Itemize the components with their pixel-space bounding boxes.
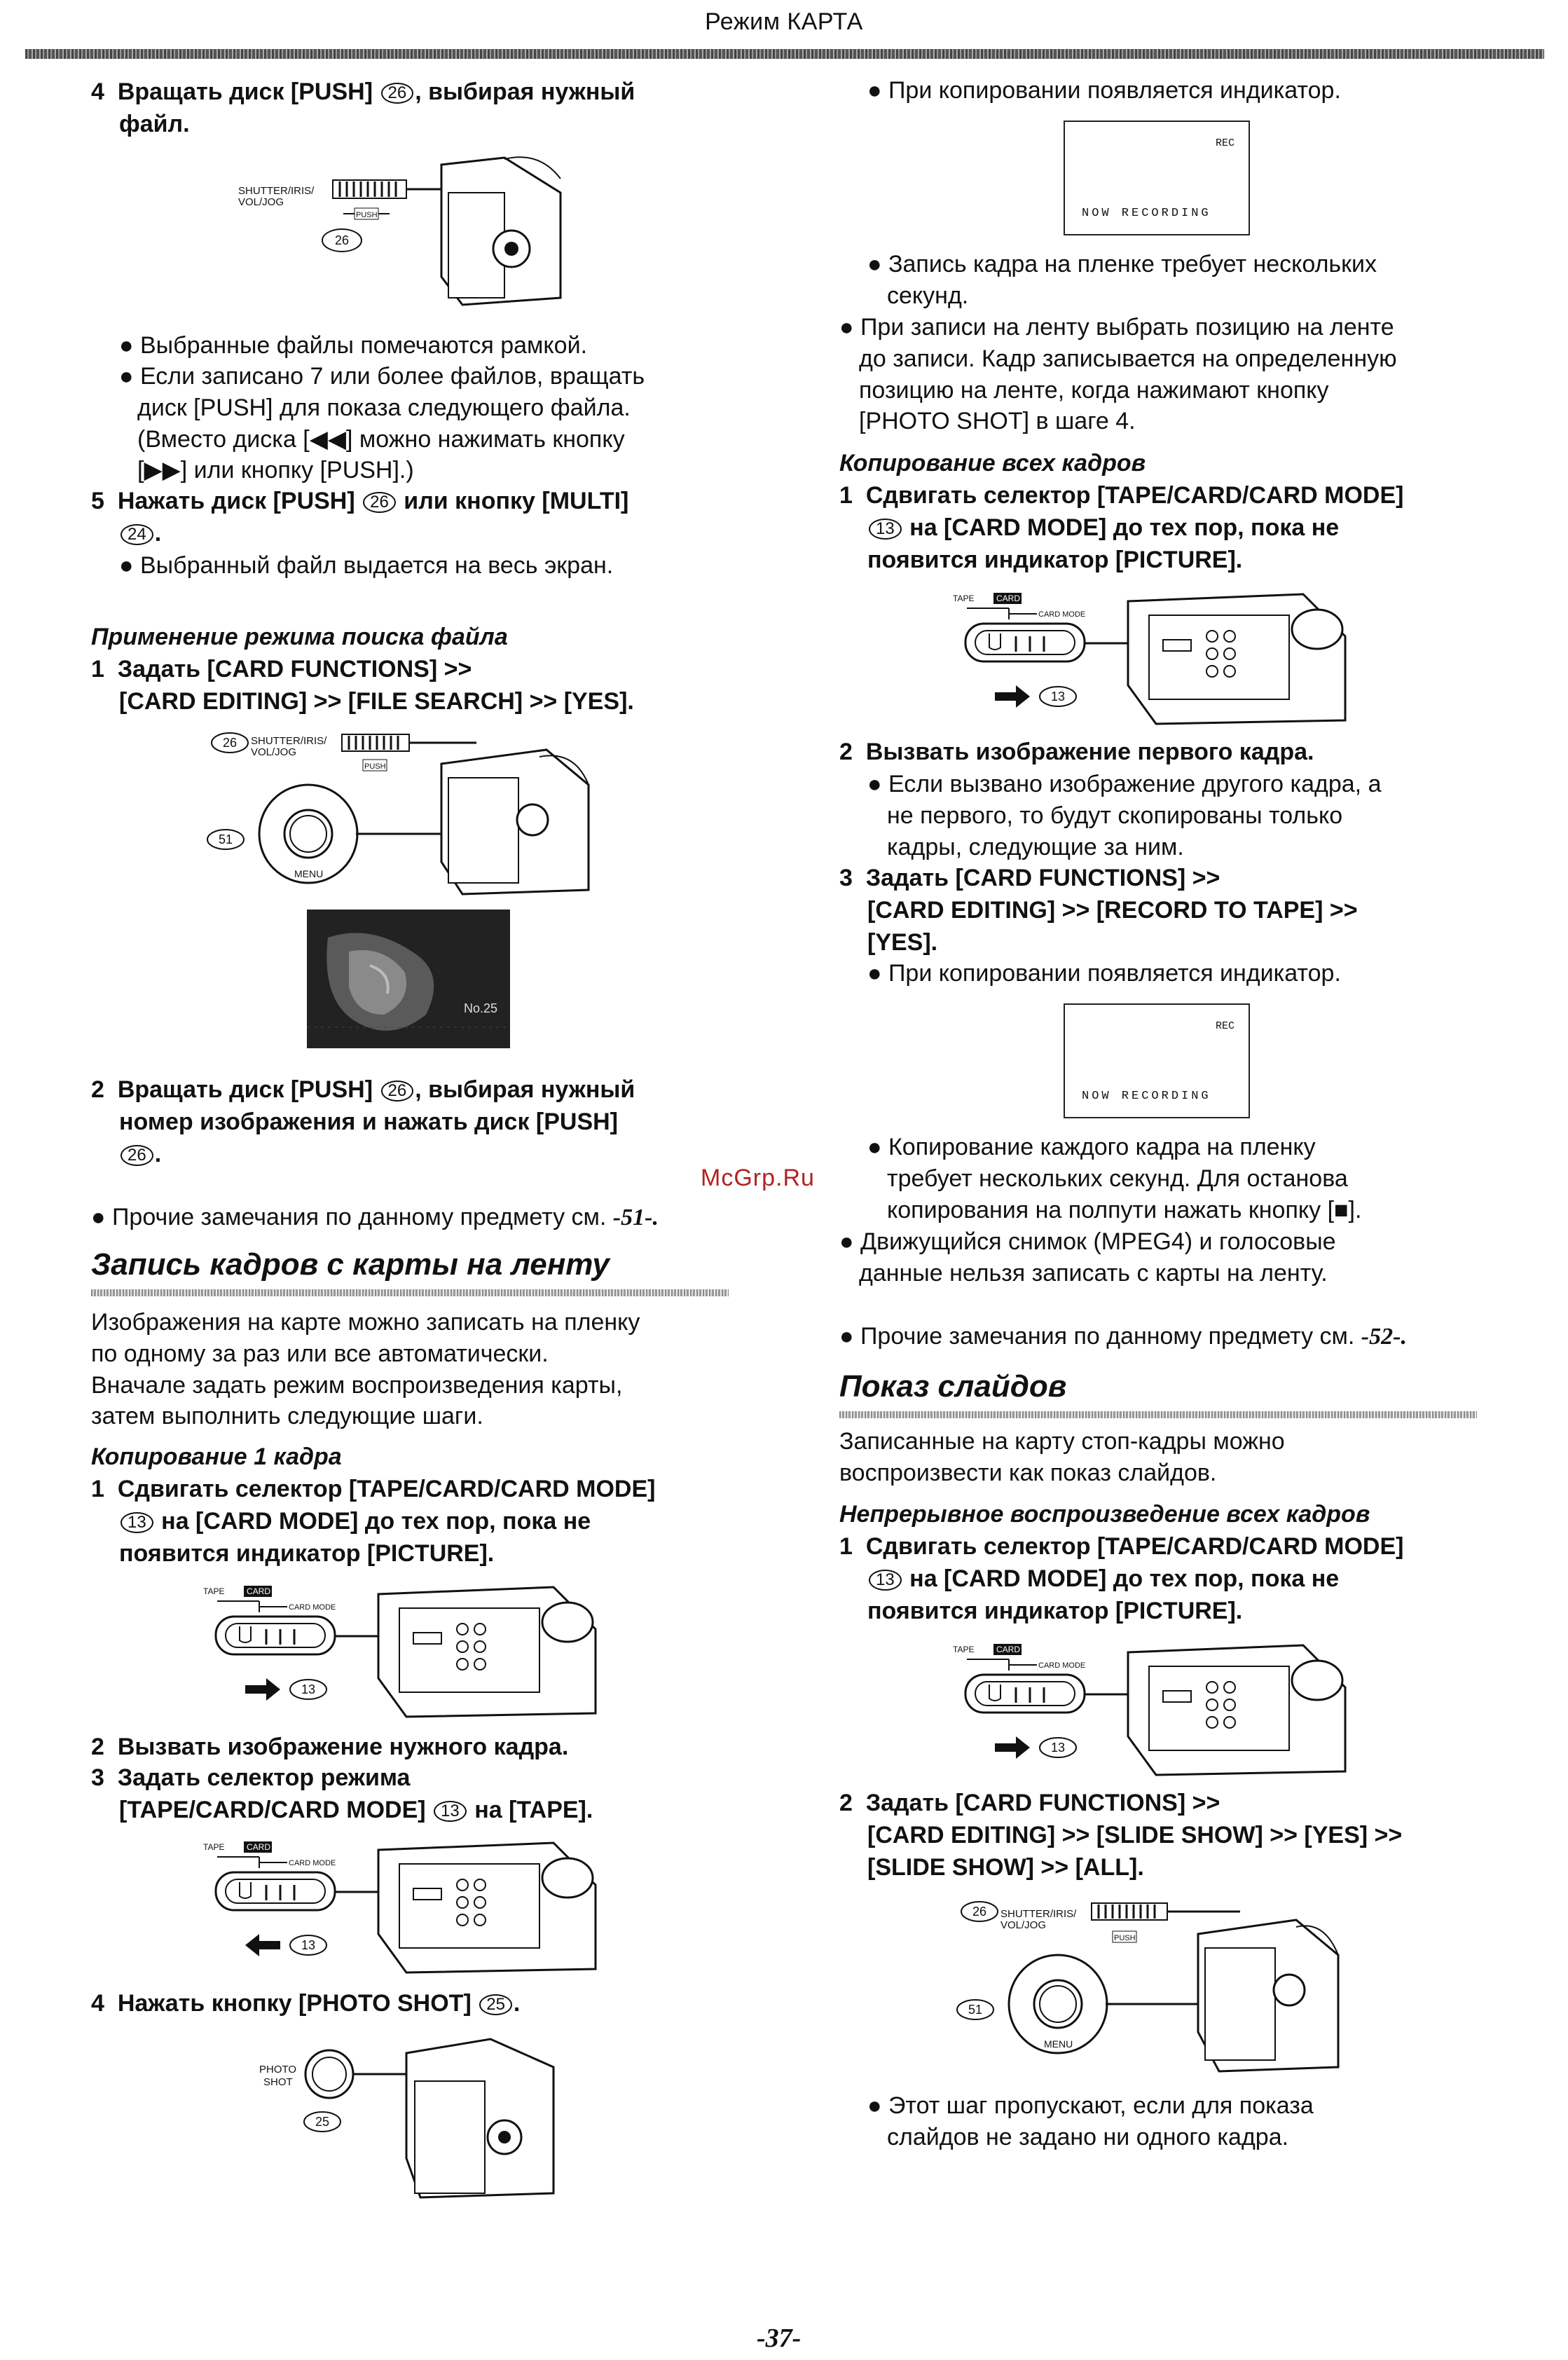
mode-selector-tape-illustration: [196, 1836, 617, 1976]
tape-label: TAPE: [953, 594, 975, 603]
search-step-1: 1 Задать [CARD FUNCTIONS] >>: [91, 656, 472, 682]
card-mode-label: CARD MODE: [1038, 610, 1086, 619]
step-number: 4: [91, 78, 104, 105]
callout-13: 13: [869, 1570, 902, 1591]
push-label: PUSH: [364, 762, 386, 771]
paragraph-line: воспроизвести как показ слайдов.: [839, 1460, 1217, 1486]
step-4-heading: [91, 76, 635, 108]
bullet-text: до записи. Кадр записывается на определенную: [859, 345, 1397, 372]
card-mode-label: CARD MODE: [289, 1603, 336, 1612]
bullet-text: позицию на ленте, когда нажимают кнопку: [859, 377, 1329, 404]
callout-26: 26: [381, 1080, 414, 1102]
note-reference: ● Прочие замечания по данному предмету см. -52-.: [839, 1323, 1407, 1350]
shutter-label: VOL/JOG: [251, 746, 297, 758]
bullet-text: не первого, то будут скопированы только: [887, 802, 1343, 829]
subsection-heading: Копирование 1 кадра: [91, 1443, 342, 1470]
step-text: [CARD EDITING] >> [SLIDE SHOW] >> [YES] >>: [867, 1822, 1403, 1848]
card-label: CARD: [996, 1645, 1021, 1654]
shutter-label: SHUTTER/IRIS/: [1000, 1908, 1077, 1920]
menu-label: MENU: [1044, 2038, 1073, 2050]
step-5-callout: 24 .: [119, 517, 161, 549]
callout-13: 13: [434, 1801, 467, 1822]
callout-13: 13: [121, 1512, 153, 1533]
photo-shot-button-illustration: [259, 2032, 582, 2200]
push-label: PUSH: [356, 211, 378, 219]
mode-selector-illustration: [946, 1638, 1366, 1778]
callout-13: 13: [869, 519, 902, 540]
paragraph-line: Изображения на карте можно записать на пленку: [91, 1309, 640, 1336]
callout-26: 26: [972, 1905, 987, 1919]
jog-dial-illustration: [231, 151, 582, 312]
card-mode-label: CARD MODE: [1038, 1661, 1086, 1670]
bullet-text: копирования на полпути нажать кнопку [■].: [887, 1197, 1362, 1223]
copyall-step-2: 2 Вызвать изображение первого кадра.: [839, 739, 1314, 765]
shutter-label: SHUTTER/IRIS/: [238, 185, 315, 197]
callout-51: 51: [968, 2003, 983, 2017]
section-divider: [91, 1289, 729, 1296]
step-text: [TAPE/CARD/CARD MODE] 13 на [TAPE].: [119, 1797, 593, 1823]
note-reference: ● Прочие замечания по данному предмету см. -51-.: [91, 1204, 659, 1230]
now-recording-label: NOW RECORDING: [1082, 207, 1211, 220]
bullet-item: ● Копирование каждого кадра на пленку: [867, 1134, 1316, 1160]
now-recording-indicator: [1064, 121, 1250, 235]
header-divider: [25, 49, 1544, 59]
callout-24: 24: [121, 524, 153, 545]
callout-26: 26: [223, 736, 238, 750]
shutter-label: VOL/JOG: [1000, 1919, 1047, 1931]
callout-26: 26: [335, 233, 350, 247]
slideshow-step-1: 1 Сдвигать селектор [TAPE/CARD/CARD MODE]: [839, 1533, 1404, 1560]
watermark: McGrp.Ru: [701, 1165, 815, 1191]
step-text: [CARD EDITING] >> [RECORD TO TAPE] >>: [867, 897, 1358, 924]
section-divider: [839, 1411, 1477, 1418]
callout-51: 51: [219, 832, 233, 846]
slideshow-step-2: 2 Задать [CARD FUNCTIONS] >>: [839, 1790, 1220, 1816]
bullet-item: ● Этот шаг пропускают, если для показа: [867, 2092, 1314, 2119]
callout-26: 26: [121, 1145, 153, 1166]
photo-label: PHOTO: [259, 2064, 297, 2076]
image-number-label: No.25: [463, 1001, 497, 1015]
bullet-item: ● Выбранный файл выдается на весь экран.: [119, 552, 614, 579]
search-step-2: 2 Вращать диск [PUSH] 26 , выбирая нужный: [91, 1076, 635, 1103]
bullet-item: ● При копировании появляется индикатор.: [867, 77, 1341, 104]
copyall-step-3: 3 Задать [CARD FUNCTIONS] >>: [839, 865, 1220, 891]
bullet-item: ● При копировании появляется индикатор.: [867, 960, 1341, 987]
step-text: появится индикатор [PICTURE].: [867, 547, 1243, 573]
step-text: [CARD EDITING] >> [FILE SEARCH] >> [YES].: [119, 688, 634, 715]
step-text: 13 на [CARD MODE] до тех пор, пока не: [867, 1563, 1339, 1595]
callout-25: 25: [315, 2115, 330, 2129]
callout-13: 13: [1051, 690, 1066, 704]
step-callout: 26 .: [119, 1138, 161, 1170]
tape-label: TAPE: [203, 1842, 225, 1852]
shutter-label: VOL/JOG: [238, 196, 284, 208]
bullet-text: секунд.: [887, 282, 969, 309]
bullet-item: ● При записи на ленту выбрать позицию на ленте: [839, 314, 1394, 341]
rec-label: REC: [1215, 1020, 1235, 1032]
bullet-text: кадры, следующие за ним.: [887, 834, 1184, 860]
card-label: CARD: [247, 1586, 271, 1596]
menu-dial-illustration: [196, 729, 603, 897]
bullet-item: ● Выбранные файлы помечаются рамкой.: [119, 332, 588, 359]
step-text: появится индикатор [PICTURE].: [119, 1540, 495, 1567]
mode-selector-illustration: [196, 1580, 617, 1720]
copy1-step-2: 2 Вызвать изображение нужного кадра.: [91, 1734, 569, 1760]
callout-25: 25: [479, 1994, 512, 2015]
bullet-text: [▶▶] или кнопку [PUSH].): [137, 457, 414, 483]
copyall-step-1: 1 Сдвигать селектор [TAPE/CARD/CARD MODE]: [839, 482, 1404, 509]
rec-label: REC: [1215, 137, 1235, 149]
page-number: -37-: [757, 2324, 802, 2353]
bullet-item: ● Запись кадра на пленке требует нескольких: [867, 251, 1377, 277]
menu-label: MENU: [294, 868, 324, 879]
bullet-text: требует нескольких секунд. Для останова: [887, 1165, 1348, 1192]
subsection-heading: Применение режима поиска файла: [91, 624, 508, 650]
section-title: Запись кадров с карты на ленту: [91, 1247, 610, 1282]
bullet-text: диск [PUSH] для показа следующего файла.: [137, 395, 631, 421]
section-title: Показ слайдов: [839, 1369, 1067, 1404]
push-label: PUSH: [1114, 1934, 1136, 1942]
copy1-step-3: 3 Задать селектор режима: [91, 1764, 411, 1791]
now-recording-indicator: [1064, 1003, 1250, 1118]
step-text: файл.: [119, 111, 190, 137]
callout-26: 26: [381, 83, 414, 104]
callout-26: 26: [363, 492, 396, 513]
callout-13: 13: [1051, 1741, 1066, 1755]
now-recording-label: NOW RECORDING: [1082, 1090, 1211, 1103]
subsection-heading: Копирование всех кадров: [839, 450, 1146, 476]
paragraph-line: Вначале задать режим воспроизведения карты,: [91, 1372, 623, 1399]
step-text: 13 на [CARD MODE] до тех пор, пока не: [867, 512, 1339, 544]
copy1-step-4: 4 Нажать кнопку [PHOTO SHOT] 25 .: [91, 1990, 521, 2017]
bullet-text: слайдов не задано ни одного кадра.: [887, 2124, 1289, 2150]
bullet-text: данные нельзя записать с карты на ленту.: [859, 1260, 1328, 1287]
step-text: [YES].: [867, 929, 938, 956]
copy1-step-1: 1 Сдвигать селектор [TAPE/CARD/CARD MODE]: [91, 1476, 656, 1502]
step-text: [SLIDE SHOW] >> [ALL].: [867, 1854, 1144, 1881]
photo-label: SHOT: [263, 2076, 293, 2088]
paragraph-line: по одному за раз или все автоматически.: [91, 1340, 549, 1367]
tape-label: TAPE: [203, 1586, 225, 1596]
bullet-text: [PHOTO SHOT] в шаге 4.: [859, 408, 1136, 434]
callout-13: 13: [301, 1682, 316, 1696]
card-label: CARD: [247, 1842, 271, 1852]
step-text: появится индикатор [PICTURE].: [867, 1598, 1243, 1624]
tape-label: TAPE: [953, 1645, 975, 1654]
menu-dial-illustration: [946, 1892, 1352, 2074]
card-mode-label: CARD MODE: [289, 1859, 336, 1867]
bullet-item: ● Если вызвано изображение другого кадра, а: [867, 771, 1382, 797]
shutter-label: SHUTTER/IRIS/: [251, 735, 327, 747]
step-text: , выбирая нужный: [415, 78, 635, 105]
mode-selector-illustration: [946, 587, 1366, 727]
step-text: 13 на [CARD MODE] до тех пор, пока не: [119, 1505, 591, 1537]
paragraph-line: затем выполнить следующие шаги.: [91, 1403, 483, 1429]
bullet-item: ● Движущийся снимок (MPEG4) и голосовые: [839, 1228, 1336, 1255]
paragraph-line: Записанные на карту стоп-кадры можно: [839, 1428, 1285, 1455]
step-text: номер изображения и нажать диск [PUSH]: [119, 1109, 619, 1135]
bullet-text: (Вместо диска [◀◀] можно нажимать кнопку: [137, 426, 625, 453]
callout-13: 13: [301, 1938, 316, 1952]
step-5-heading: 5 Нажать диск [PUSH] 26 или кнопку [MULTI]: [91, 488, 629, 514]
step-text: Вращать диск [PUSH]: [117, 78, 373, 105]
page-header-title: Режим КАРТА: [705, 8, 863, 35]
card-label: CARD: [996, 594, 1021, 603]
bullet-item: ● Если записано 7 или более файлов, вращать: [119, 363, 645, 390]
file-search-screen-image: [307, 910, 510, 1048]
subsection-heading: Непрерывное воспроизведение всех кадров: [839, 1501, 1370, 1528]
